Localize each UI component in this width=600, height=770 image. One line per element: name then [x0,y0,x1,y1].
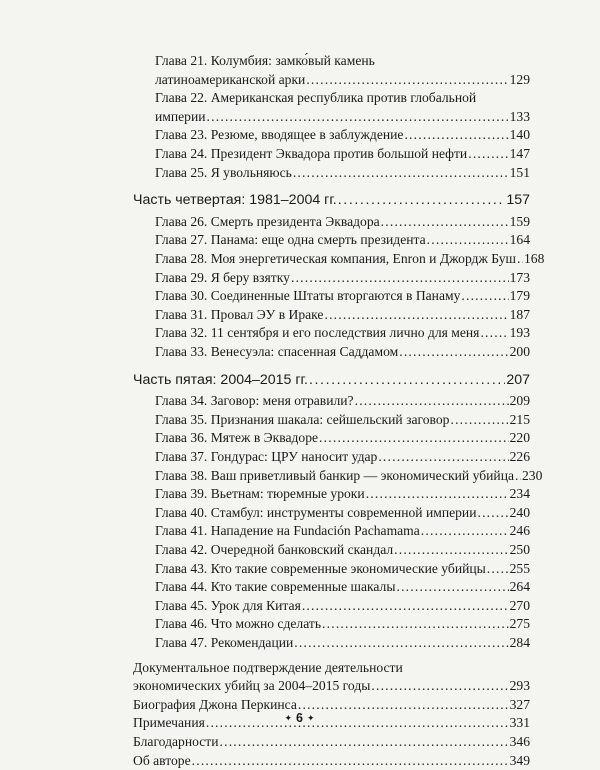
toc-entry-title: Глава 47. Рекомендации [155,635,294,650]
toc-leader-dots [207,108,509,127]
toc-entry-title: Примечания [133,715,205,731]
toc-leader-dots [515,467,521,486]
toc-entry-page: 147 [509,146,530,161]
toc-entry[interactable] [155,343,530,362]
toc-entry-page: 270 [509,597,530,613]
toc-entry[interactable] [133,733,530,752]
toc-leader-dots [487,560,509,579]
toc-leader-dots [220,733,509,752]
toc-entry-page: 246 [509,523,530,539]
toc-leader-dots [302,597,509,616]
toc-entry[interactable] [133,659,530,696]
toc-entry[interactable] [155,560,530,579]
toc-entry[interactable] [155,578,530,597]
toc-entry[interactable] [155,52,530,89]
toc-leader-dots [192,752,509,770]
toc-part-heading[interactable] [133,371,530,390]
toc-entry-page: 234 [509,486,530,502]
toc-entry[interactable] [155,213,530,232]
toc-leader-dots [324,306,508,325]
toc-entry-page: 284 [509,635,530,650]
toc-entry-page: 264 [509,579,530,595]
page-number [0,711,600,725]
toc-leader-dots [399,343,508,362]
toc-leader-dots [371,677,508,696]
toc-entry-title: экономических убийц за 2004–2015 годы [133,678,371,694]
toc-entry-page: 293 [509,678,530,694]
toc-entry[interactable] [155,269,530,288]
toc-entry[interactable] [155,164,530,183]
toc-entry[interactable] [155,287,530,306]
toc-leader-dots [421,522,509,541]
toc-leader-dots [381,213,509,232]
toc-leader-dots [355,392,509,411]
toc-leader-dots [366,485,509,504]
toc-entry-title: Глава 42. Очередной банковский скандал [155,542,394,557]
toc-entry-title: Благодарности [133,734,219,749]
toc-entry[interactable] [155,467,543,486]
toc-entry-title: Глава 43. Кто такие современные экономические убийцы [155,560,486,576]
toc-entry-page: 173 [509,269,530,285]
toc-entry-page: 200 [509,344,530,359]
toc-entry-title: Часть четвертая: 1981–2004 гг. [133,192,337,209]
toc-entry-title: Глава 45. Урок для Китая [155,597,301,613]
toc-entry-title: латиноамериканской арки [155,71,306,87]
toc-part-heading[interactable] [133,191,530,210]
toc-entry-page: 240 [509,504,530,520]
toc-leader-dots [309,371,505,390]
toc-leader-dots [468,145,508,164]
toc-entry-title: Глава 26. Смерть президента Эквадора [155,213,380,229]
toc-entry[interactable] [155,615,530,634]
toc-entry-title: Глава 21. Колумбия: замко́вый камень [155,53,375,68]
toc-entry-title: Глава 46. Что можно сделать [155,616,322,632]
toc-entry-title: Глава 27. Панама: еще одна смерть президента [155,232,426,248]
toc-entry-title: Глава 23. Резюме, вводящее в заблуждение [155,127,404,143]
toc-entry-page: 159 [509,213,530,229]
toc-entry-page: 193 [509,325,530,341]
toc-entry[interactable] [155,250,545,269]
toc-entry-title: Часть пятая: 2004–2015 гг. [133,371,308,388]
toc-leader-dots [338,191,506,210]
toc-entry[interactable] [155,126,530,145]
toc-entry[interactable] [155,231,530,250]
toc-entry-page: 275 [509,616,530,632]
toc-entry-title: Документальное подтверждение деятельности [133,659,403,675]
toc-entry-page: 151 [509,164,530,180]
toc-entry-title: Глава 29. Я беру взятку [155,269,290,285]
toc-entry-page: 226 [509,449,530,464]
toc-entry-title: Глава 44. Кто такие современные шакалы [155,579,396,595]
toc-leader-dots [427,231,509,250]
toc-entry[interactable] [155,597,530,616]
toc-entry[interactable] [155,89,530,126]
toc-entry-title: Глава 30. Соединенные Штаты вторгаются в Панаму [155,288,461,304]
toc-entry-page: 179 [509,288,530,304]
toc-leader-dots [461,287,508,306]
page-number-text: 6 [296,711,304,725]
toc-entry-page: 331 [509,715,530,731]
toc-entry-page: 255 [509,560,530,576]
toc-leader-dots [477,504,508,523]
toc-leader-dots [378,448,508,467]
toc-entry-title: Глава 35. Признания шакала: сейшельский заговор [155,411,450,427]
toc-entry-page: 133 [509,108,530,124]
toc-entry-title: Глава 33. Венесуэла: спасенная Саддамом [155,344,399,359]
toc-entry-title: Глава 38. Ваш приветливый банкир — экономический убийца [155,467,514,483]
toc-entry[interactable] [155,306,530,325]
toc-entry-page: 346 [509,734,530,749]
toc-entry-title: Глава 24. Президент Эквадора против большой нефти [155,146,468,161]
toc-entry-title: Глава 40. Стамбул: инструменты современной империи [155,504,477,520]
toc-entry-title: Глава 37. Гондурас: ЦРУ наносит удар [155,449,378,464]
toc-entry-page: 207 [506,371,530,388]
toc-entry-title: Глава 32. 11 сентября и его последствия лично для меня [155,325,480,341]
toc-entry[interactable] [155,541,530,560]
toc-entry[interactable] [155,448,530,467]
toc-entry-title: империи [155,108,206,124]
toc-leader-dots [396,578,508,597]
toc-entry-page: 129 [509,71,530,87]
toc-entry-page: 140 [509,127,530,143]
toc-entry-page: 327 [509,696,530,712]
toc-entry-page: 230 [522,467,543,483]
toc-entry[interactable] [155,145,530,164]
toc-entry-page: 157 [506,192,530,209]
toc-entry-title: Глава 41. Нападение на Fundación Pachamama [155,523,420,539]
ornament-right-icon: ✦ [306,713,316,723]
toc-entry-page: 164 [509,232,530,248]
toc-entry-title: Глава 22. Американская республика против глобальной [155,90,477,106]
toc-leader-dots [404,126,508,145]
toc-leader-dots [517,250,523,269]
toc-entry[interactable] [155,392,530,411]
toc-entry[interactable] [155,522,530,541]
toc-entry-title: Биография Джона Перкинса [133,696,297,712]
toc-entry-title: Глава 34. Заговор: меня отравили? [155,393,354,409]
toc-entry-title: Об авторе [133,752,191,768]
toc-entry-page: 168 [524,251,545,266]
toc-entry-title: Глава 31. Провал ЭУ в Ираке [155,306,324,322]
toc-entry[interactable] [155,324,530,343]
toc-entry[interactable] [133,752,530,770]
toc-entry-page: 215 [509,411,530,427]
toc-entry[interactable] [155,504,530,523]
toc-entry-title: Глава 36. Мятеж в Эквадоре [155,430,319,446]
toc-entry-page: 209 [509,393,530,409]
toc-leader-dots [450,411,508,430]
toc-entry-title: Глава 25. Я увольняюсь [155,164,292,180]
toc-leader-dots [319,429,509,448]
ornament-left-icon: ✦ [284,713,294,723]
toc-leader-dots [294,634,508,653]
toc-leader-dots [394,541,508,560]
toc-entry[interactable] [155,429,530,448]
toc-leader-dots [291,269,509,288]
toc-leader-dots [293,164,509,183]
toc-entry-page: 187 [509,306,530,322]
toc-leader-dots [480,324,508,343]
toc-leader-dots [322,615,509,634]
toc-leader-dots [306,71,508,90]
toc-entry-title: Глава 39. Вьетнам: тюремные уроки [155,486,365,502]
toc-entry-page: 250 [509,542,530,557]
toc-entry[interactable] [155,411,530,430]
toc-entry[interactable] [155,634,530,653]
toc-entry-title: Глава 28. Моя энергетическая компания, Enron и Джордж Буш [155,251,516,266]
toc-entry[interactable] [155,485,530,504]
toc-entry-page: 220 [509,430,530,446]
toc-entry-page: 349 [509,752,530,768]
